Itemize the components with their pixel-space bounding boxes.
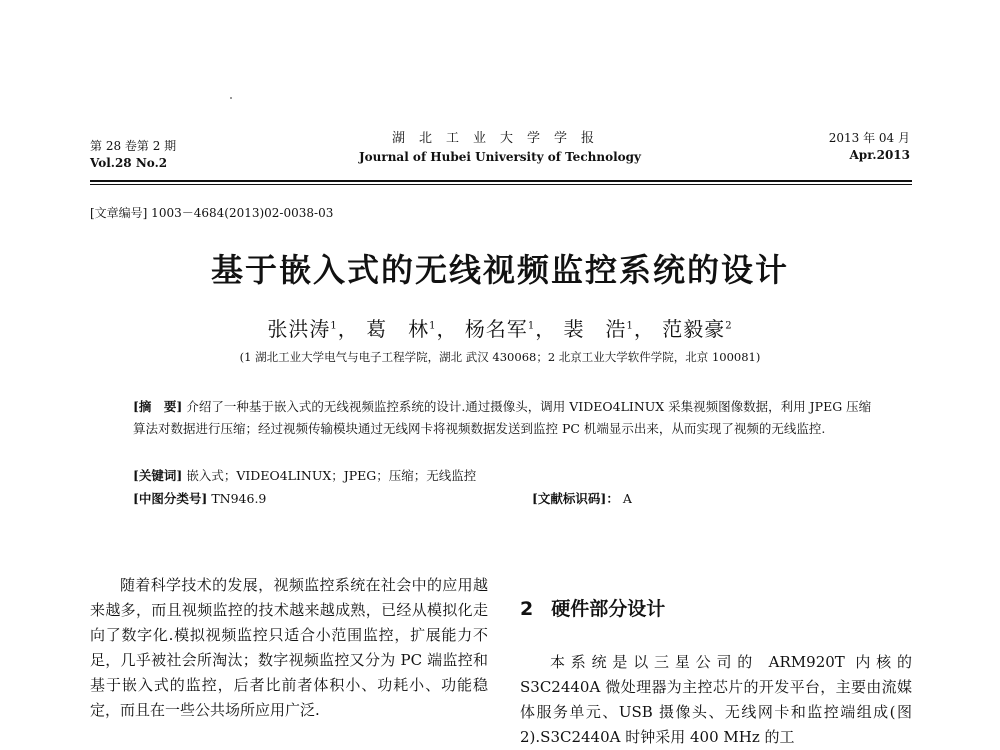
abstract [133, 396, 883, 440]
section-heading [520, 594, 665, 621]
body-column-left [90, 573, 488, 723]
classification-text: TN946.9 [211, 491, 267, 506]
classification-label: [中图分类号] [133, 491, 208, 506]
author [267, 317, 337, 341]
doc-code-text: A [622, 491, 632, 506]
journal-date-info [829, 130, 910, 164]
keywords-text: 嵌入式；VIDEO4LINUX；JPEG；压缩；无线监控 [186, 468, 477, 483]
article-number: [文章编号] 1003－4684(2013)02-0038-03 [90, 206, 334, 220]
author-name: 杨名军 [464, 317, 528, 341]
scan-artifact-dot [230, 97, 232, 99]
author-name: 范毅豪 [662, 317, 726, 341]
volume-en: Vol.28 No.2 [90, 156, 168, 170]
classification-number [133, 489, 266, 507]
affiliations: (1 湖北工业大学电气与电子工程学院，湖北 武汉 430068；2 北京工业大学软件学院，北京 100081) [239, 350, 761, 364]
author [366, 317, 436, 341]
author [465, 317, 535, 341]
author-list: 张洪涛$^1$， 葛 林$^1$， 杨名军$^1$， 裴 浩$^1$， 范毅豪$^2$ [267, 317, 733, 341]
header-rule-thick [90, 180, 912, 182]
section-title: 硬件部分设计 [551, 598, 666, 620]
body-column-right [520, 650, 912, 750]
paragraph: 随着科学技术的发展，视频监控系统在社会中的应用越来越多，而且视频监控的技术越来越成熟，已经从模拟化走向了数字化.模拟视频监控只适合小范围监控，扩展能力不足，几乎被社会所淘汰；数字视频监控又分为 PC 端监控和基于嵌入式的监控，后者比前者体积小、功耗小、功能稳定，而且在一些公共场所应用广泛. [90, 576, 488, 719]
date-en: Apr.2013 [849, 148, 910, 162]
author-affil-mark: 2 [725, 320, 733, 332]
volume-cn: 第 28 卷第 2 期 [90, 139, 177, 153]
author-name: 葛 林 [366, 317, 430, 341]
keywords-label: [关键词] [133, 468, 183, 483]
doc-code-label: [文献标识码]： [532, 491, 619, 506]
journal-name-cn: 湖北工业大学学报 [391, 131, 608, 146]
paragraph: 本系统是以三星公司的 ARM920T 内核的 S3C2440A 微处理器为主控芯片的开发平台，主要由流媒体服务单元、USB 摄像头、无线网卡和监控端组成(图 2).S3C2440A 时钟采用 400 MHz 的工 [520, 653, 912, 746]
author-name: 张洪涛 [267, 317, 331, 341]
date-cn: 2013 年 04 月 [828, 131, 910, 145]
abstract-label: [摘 要] [133, 399, 183, 414]
abstract-text: 介绍了一种基于嵌入式的无线视频监控系统的设计.通过摄像头，调用 VIDEO4LINUX 采集视频图像数据，利用 JPEG 压缩算法对数据进行压缩；经过视频传输模块通过无线网卡将视频数据发送到监控 PC 机端显示出来，从而实现了视频的无线监控. [133, 399, 872, 436]
document-code [532, 489, 632, 507]
section-number: 2 [520, 598, 534, 620]
author-name: 裴 浩 [563, 317, 627, 341]
article-title: 基于嵌入式的无线视频监控系统的设计 [210, 251, 789, 289]
author [564, 317, 634, 341]
journal-name-en: Journal of Hubei University of Technology [358, 150, 642, 164]
author [662, 317, 732, 341]
author-affil-mark: 1 [626, 320, 634, 332]
author-affil-mark: 1 [330, 320, 338, 332]
header-rule-thin [90, 184, 912, 185]
keywords [133, 466, 476, 484]
author-affil-mark: 1 [527, 320, 536, 332]
author-affil-mark: 1 [429, 320, 437, 332]
